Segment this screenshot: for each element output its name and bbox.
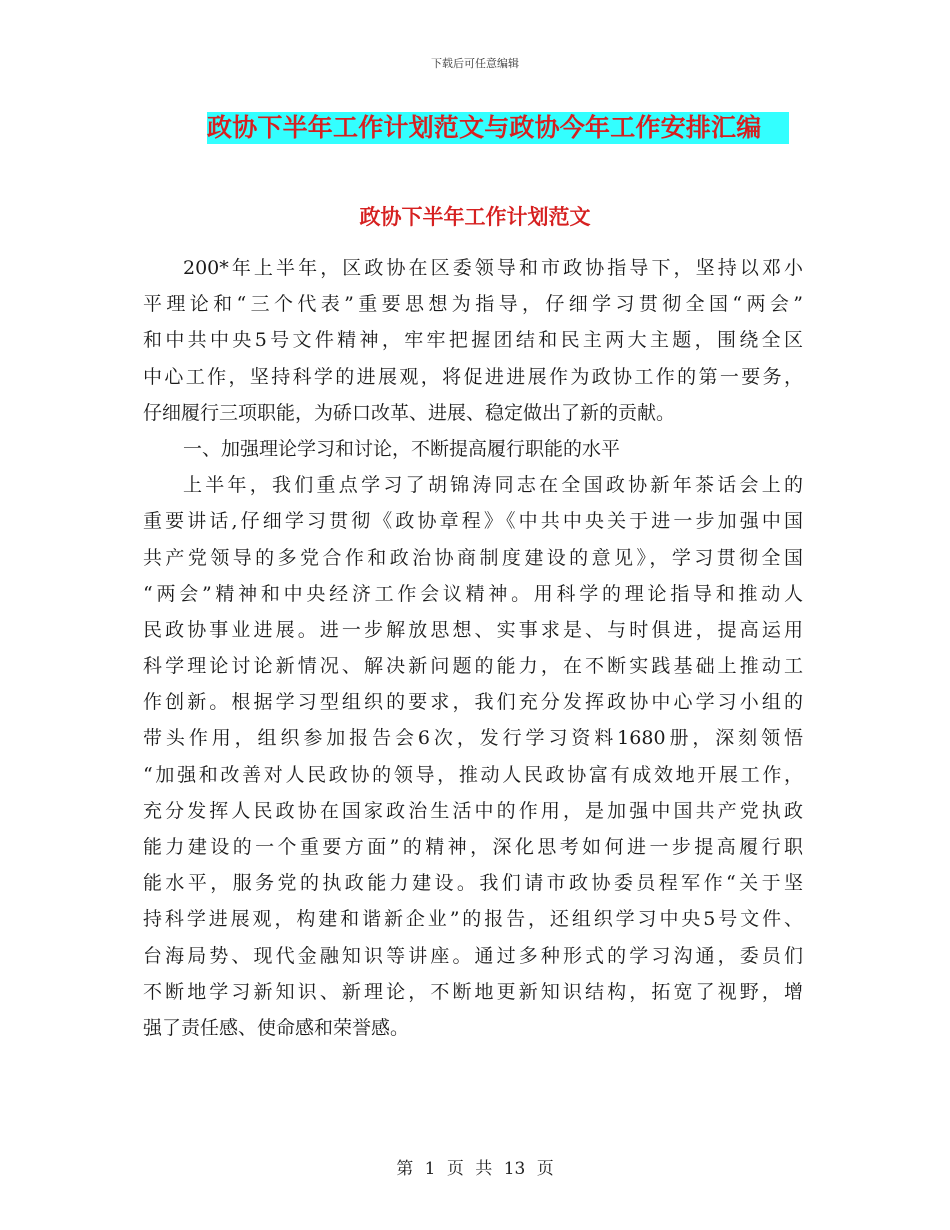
body-line: 平理论和“三个代表”重要思想为指导，仔细学习贯彻全国“两会” <box>143 293 803 316</box>
document-body <box>143 250 803 1046</box>
body-line: 充分发挥人民政协在国家政治生活中的作用，是加强中国共产党执政 <box>143 799 803 822</box>
body-line: “两会”精神和中央经济工作会议精神。用科学的理论指导和推动人 <box>143 582 803 605</box>
body-line: “加强和改善对人民政协的领导，推动人民政协富有成效地开展工作， <box>143 763 803 786</box>
body-line: 不断地学习新知识、新理论，不断地更新知识结构，拓宽了视野，增 <box>143 980 803 1003</box>
body-line: 带头作用，组织参加报告会6次，发行学习资料1680册，深刻领悟 <box>143 727 803 750</box>
body-line: 重要讲话,仔细学习贯彻《政协章程》《中共中央关于进一步加强中国 <box>143 510 803 533</box>
body-line: 上半年，我们重点学习了胡锦涛同志在全国政协新年茶话会上的 <box>183 474 803 497</box>
body-line: 持科学进展观，构建和谐新企业”的报告，还组织学习中央5号文件、 <box>143 908 803 931</box>
body-line: 强了责任感、使命感和荣誉感。 <box>143 1016 410 1039</box>
section-heading: 一、加强理论学习和讨论，不断提高履行职能的水平 <box>183 437 621 460</box>
section-title: 政协下半年工作计划范文 <box>359 205 591 229</box>
body-line: 共产党领导的多党合作和政治协商制度建设的意见》，学习贯彻全国 <box>143 546 803 569</box>
body-line: 台海局势、现代金融知识等讲座。通过多种形式的学习沟通，委员们 <box>143 944 803 967</box>
page-footer: 第 1 页 共 13 页 <box>396 1159 554 1179</box>
body-line: 科学理论讨论新情况、解决新问题的能力，在不断实践基础上推动工 <box>143 655 803 678</box>
body-line: 能力建设的一个重要方面”的精神，深化思考如何进一步提高履行职 <box>143 836 803 858</box>
header-note: 下载后可任意编辑 <box>431 57 519 70</box>
body-line: 仔细履行三项职能，为硚口改革、进展、稳定做出了新的贡献。 <box>143 401 676 424</box>
body-line: 200*年上半年，区政协在区委领导和市政协指导下，坚持以邓小 <box>183 257 803 279</box>
body-line: 作创新。根据学习型组织的要求，我们充分发挥政协中心学习小组的 <box>143 691 803 714</box>
body-line: 能水平，服务党的执政能力建设。我们请市政协委员程军作“关于坚 <box>143 872 803 895</box>
document-main-title: 政协下半年工作计划范文与政协今年工作安排汇编 <box>207 112 789 144</box>
body-line: 和中共中央5号文件精神，牢牢把握团结和民主两大主题，围绕全区 <box>143 329 803 352</box>
body-line: 中心工作，坚持科学的进展观，将促进进展作为政协工作的第一要务， <box>143 365 803 388</box>
body-line: 民政协事业进展。进一步解放思想、实事求是、与时俱进，提高运用 <box>143 618 803 641</box>
